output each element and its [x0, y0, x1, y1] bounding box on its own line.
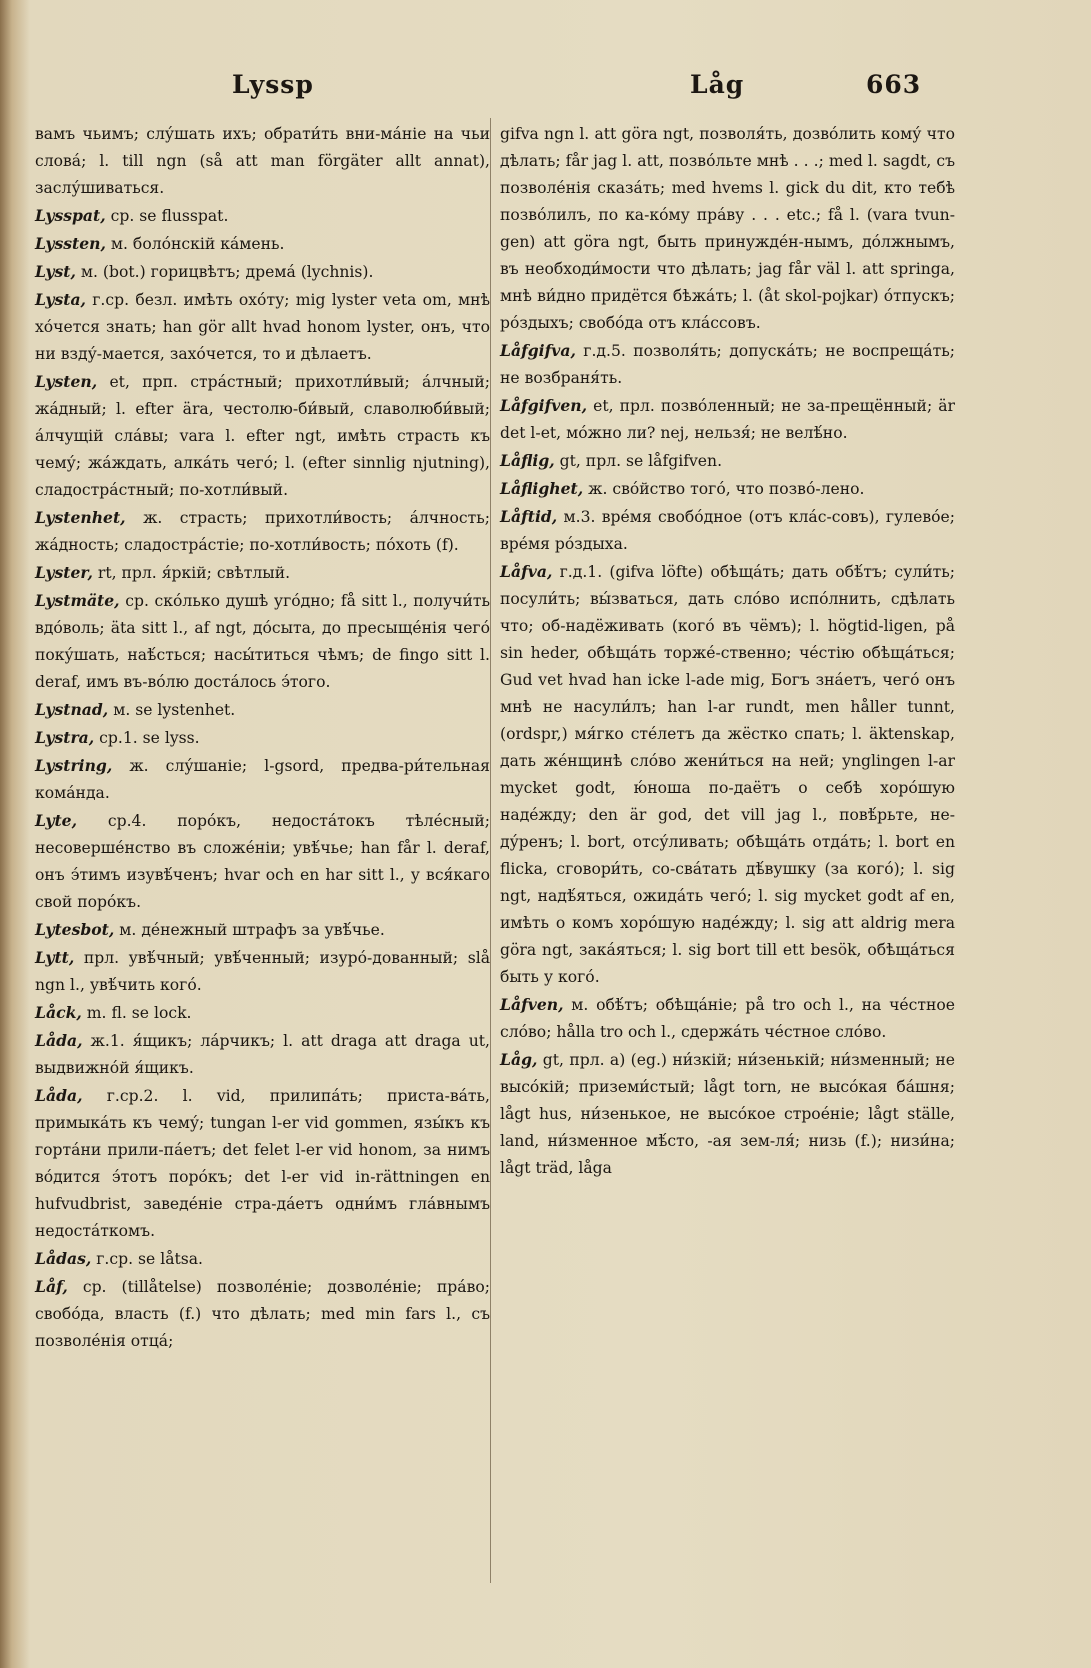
entry-text: ж.1. я́щикъ; ла́рчикъ; l. att draga att draga ut, выдвижно́й я́щикъ.	[35, 1032, 490, 1077]
headword: Lystmäte,	[35, 591, 120, 610]
headword: Lystring,	[35, 756, 113, 775]
headword: Låg,	[500, 1050, 538, 1069]
headword: Låf,	[35, 1277, 68, 1296]
left-column	[35, 120, 490, 1355]
column-divider	[490, 118, 491, 1583]
entry-text: ср.4. поро́къ, недоста́токъ тѣле́сный; несоверше́нство въ сложе́ніи; увѣ́чье; han får l. deraf, онъ э́тимъ изувѣ́ченъ; hvar och en har sitt l., у вся́каго свой поро́къ.	[35, 812, 490, 911]
dictionary-entry	[35, 944, 490, 999]
right-column	[500, 120, 955, 1182]
entry-text: rt, прл. я́ркій; свѣтлый.	[97, 564, 291, 582]
dictionary-entry	[35, 1027, 490, 1082]
entry-text: ж. сво́йство того́, что позво́-лено.	[588, 480, 865, 498]
dictionary-entry	[35, 587, 490, 696]
entry-text: m. fl. se lock.	[86, 1004, 192, 1022]
headword: Lyssten,	[35, 234, 106, 253]
entry-text: г.д.1. (gifva löfte) обѣща́ть; дать обѣ́тъ; сули́ть; посули́ть; вы́зваться, дать сло́во испо́лнить, сдѣлать что; об-надёживать (кого́ въ чёмъ); l. högtid-ligen, på sin heder, обѣща́ть торже́-ственно; че́стію обѣща́ться; Gud vet hvad han icke l-ade mig, Богъ зна́етъ, чего́ онъ мнѣ не насули́лъ; han l-ar rundt, men håller tunnt, (ordspr,) мя́гко сте́летъ да жёстко спать; l. äktenskap, дать же́нщинѣ сло́во жени́ться на ней; ynglingen l-ar mycket godt, ю́ноша по-даётъ о себѣ хоро́шую наде́жду; den är god, det vill jag l., повѣ́рьте, не-ду́ренъ; l. bort, отсу́ливать; обѣща́ть отда́ть; l. bort en flicka, сговори́ть, со-сва́тать дѣ́вушку (за кого́); l. sig ngt, надѣ́яться, ожида́ть чего́; l. sig mycket godt af en, имѣть о комъ хоро́шую наде́жду; l. sig att aldrig mera göra ngt, зака́яться; l. sig bort till ett besök, обѣща́ться быть у кого́.	[500, 563, 955, 986]
dictionary-entry	[35, 999, 490, 1027]
headword: Låflig,	[500, 451, 555, 470]
dictionary-entry	[35, 916, 490, 944]
page-number: 663	[866, 70, 922, 99]
entry-text: ср. se flusspat.	[110, 207, 229, 225]
entry-text: et, прп. стра́стный; прихотли́вый; а́лчный; жа́дный; l. efter ära, честолю-би́вый, славолюби́вый; а́лчущій сла́вы; vara l. efter ngt, имѣть страсть къ чему́; жа́ждать, алка́ть чего́; l. (efter sinnlig njutning), сладостра́стный; по-хотли́вый.	[35, 373, 490, 499]
headword: Lyster,	[35, 563, 93, 582]
headword: Låfgifva,	[500, 341, 576, 360]
headword: Lytt,	[35, 948, 75, 967]
left-guide-word: Lyssp	[232, 70, 314, 99]
dictionary-entry	[35, 286, 490, 368]
headword: Lystenhet,	[35, 508, 126, 527]
headword: Låck,	[35, 1003, 82, 1022]
dictionary-entry	[35, 752, 490, 807]
dictionary-entry	[500, 991, 955, 1046]
headword: Lysspat,	[35, 206, 106, 225]
dictionary-entry	[35, 230, 490, 258]
dictionary-entry	[500, 475, 955, 503]
dictionary-entry	[500, 120, 955, 337]
entry-text: м. боло́нскій ка́мень.	[110, 235, 285, 253]
headword: Lysten,	[35, 372, 98, 391]
entry-text: ср.1. se lyss.	[99, 729, 200, 747]
headword: Lyst,	[35, 262, 76, 281]
entry-text: м. обѣ́тъ; обѣща́ніе; på tro och l., на че́стное сло́во; hålla tro och l., сдержа́ть че́стное сло́во.	[500, 996, 955, 1041]
dictionary-entry	[35, 559, 490, 587]
headword: Lysta,	[35, 290, 86, 309]
headword: Låda,	[35, 1086, 83, 1105]
entry-text: gt, прл. а) (eg.) ни́зкій; ни́зенькій; ни́зменный; не высо́кій; приземи́стый; lågt torn, не высо́кая ба́шня; lågt hus, ни́зенькое, не высо́кое строе́ніе; lågt ställe, land, ни́зменное мѣ́сто, -ая зем-ля́; низь (f.); низи́на; lågt träd, låga	[500, 1051, 955, 1177]
dictionary-entry	[35, 504, 490, 559]
headword: Låfven,	[500, 995, 564, 1014]
dictionary-entry	[500, 392, 955, 447]
dictionary-entry	[35, 258, 490, 286]
headword: Låfva,	[500, 562, 553, 581]
page-header	[0, 70, 1091, 110]
entry-text: gt, прл. se låfgifven.	[559, 452, 723, 470]
entry-text: м.3. вре́мя свобо́дное (отъ кла́с-совъ), гулево́е; вре́мя ро́здыха.	[500, 508, 955, 553]
dictionary-entry	[500, 558, 955, 991]
dictionary-entry	[500, 1046, 955, 1182]
dictionary-entry	[35, 1082, 490, 1245]
headword: Lystra,	[35, 728, 95, 747]
right-guide-word: Låg	[690, 70, 745, 99]
dictionary-entry	[35, 1273, 490, 1355]
entry-text: ср. ско́лько душѣ уго́дно; få sitt l., получи́ть вдо́воль; äta sitt l., af ngt, до́сыта, до пресыще́нія чего́ поку́шать, наѣ́сться; насы́титься чѣмъ; de fingo sitt l. deraf, имъ въ-во́лю доста́лось э́того.	[35, 592, 490, 691]
dictionary-entry	[35, 807, 490, 916]
entry-text: г.ср. безл. имѣть охо́ту; mig lyster veta om, мнѣ хо́чется знать; han gör allt hvad honom lyster, онъ, что ни взду́-мается, захо́чется, то и дѣлаетъ.	[35, 291, 490, 363]
dictionary-entry	[500, 337, 955, 392]
headword: Lytesbot,	[35, 920, 115, 939]
dictionary-entry	[35, 120, 490, 202]
dictionary-entry	[35, 368, 490, 504]
headword: Lyte,	[35, 811, 78, 830]
entry-text: ср. (tillåtelse) позволе́ніе; дозволе́ніе; пра́во; свобо́да, власть (f.) что дѣлать; med min fars l., съ позволе́нія отца́;	[35, 1278, 490, 1350]
entry-text: м. se lystenhet.	[113, 701, 236, 719]
dictionary-entry	[35, 202, 490, 230]
entry-text: м. де́нежный штрафъ за увѣ́чье.	[119, 921, 385, 939]
headword: Låflighet,	[500, 479, 584, 498]
dictionary-entry	[35, 696, 490, 724]
entry-text: г.д.5. позволя́ть; допуска́ть; не воспреща́ть; не возбраня́ть.	[500, 342, 955, 387]
headword: Lystnad,	[35, 700, 109, 719]
entry-text: м. (bot.) горицвѣтъ; дрема́ (lychnis).	[80, 263, 374, 281]
headword: Lådas,	[35, 1249, 92, 1268]
entry-text: г.ср.2. l. vid, прилипа́ть; приста-ва́ть, примыка́ть къ чему́; tungan l-er vid gommen, язы́къ къ горта́ни прили-па́етъ; det felet l-er vid honom, за нимъ во́дится э́тотъ поро́къ; det l-er vid in-rättningen en hufvudbrist, заведе́ніе стра-да́етъ одни́мъ гла́внымъ недоста́ткомъ.	[35, 1087, 490, 1240]
dictionary-entry	[35, 1245, 490, 1273]
entry-text: ж. страсть; прихотли́вость; а́лчность; жа́дность; сладостра́стіе; по-хотли́вость; по́хоть (f).	[35, 509, 490, 554]
headword: Låfgifven,	[500, 396, 588, 415]
entry-text: gifva ngn l. att göra ngt, позволя́ть, дозво́лить кому́ что дѣлать; får jag l. att, позво́льте мнѣ . . .; med l. sagdt, съ позволе́нія сказа́ть; med hvems l. gick du dit, кто тебѣ позво́лилъ, по ка-ко́му пра́ву . . . etc.; få l. (vara tvun-gen) att göra ngt, быть принужде́н-нымъ, до́лжнымъ, въ необходи́мости что дѣлать; jag får väl l. att springa, мнѣ ви́дно придётся бѣжа́ть; l. (åt skol-pojkar) о́тпускъ; ро́здыхъ; свобо́да отъ кла́ссовъ.	[500, 125, 955, 332]
entry-text: ж. слу́шаніе; l-gsord, предва-ри́тельная кома́нда.	[35, 757, 490, 802]
headword: Låda,	[35, 1031, 83, 1050]
entry-text: прл. увѣ́чный; увѣ́ченный; изуро́-дованный; slå ngn l., увѣ́чить кого́.	[35, 949, 490, 994]
dictionary-entry	[500, 503, 955, 558]
entry-text: вамъ чьимъ; слу́шать ихъ; обрати́ть вни-ма́ніе на чьи слова́; l. till ngn (så att man förgäter allt annat), заслу́шиваться.	[35, 125, 490, 197]
dictionary-entry	[500, 447, 955, 475]
headword: Låftid,	[500, 507, 558, 526]
dictionary-entry	[35, 724, 490, 752]
entry-text: et, прл. позво́ленный; не за-прещённый; är det l-et, мо́жно ли? nej, нельзя́; не велѣ́но.	[500, 397, 955, 442]
entry-text: г.ср. se låtsa.	[96, 1250, 204, 1268]
